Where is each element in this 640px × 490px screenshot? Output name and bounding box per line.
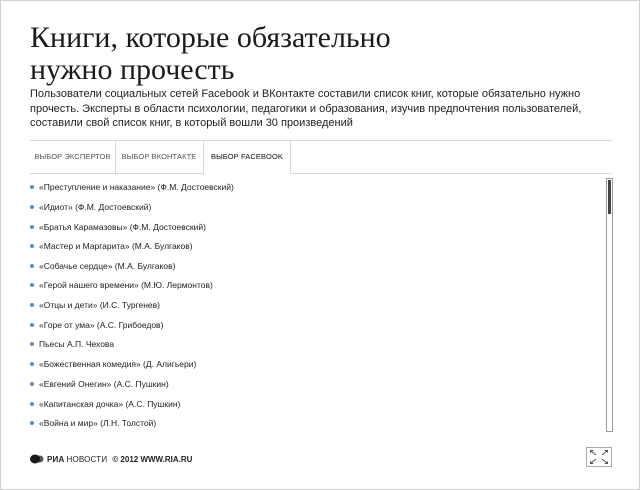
book-list (30, 178, 615, 440)
list-item (30, 317, 163, 333)
title-line-1: Книги, которые обязательно (30, 21, 391, 54)
tab-facebook[interactable]: ВЫБОР FACEBOOK (203, 141, 291, 174)
page-title (30, 22, 590, 86)
bullet-dot-icon (30, 402, 34, 406)
scrollbar-thumb[interactable] (608, 180, 611, 214)
list-item (30, 376, 169, 392)
book-title: «Горе от ума» (А.С. Грибоедов) (39, 320, 164, 330)
list-item (30, 415, 156, 431)
tab-experts[interactable]: ВЫБОР ЭКСПЕРТОВ (30, 141, 116, 173)
list-item (30, 238, 193, 254)
expand-arrows-icon (587, 448, 611, 466)
bullet-dot-icon (30, 421, 34, 425)
list-item (30, 179, 234, 195)
list-item (30, 199, 151, 215)
book-title: «Герой нашего времени» (М.Ю. Лермонтов) (39, 280, 213, 290)
book-title: «Братья Карамазовы» (Ф.М. Достоевский) (39, 222, 206, 232)
bullet-dot-icon (30, 185, 34, 189)
bullet-dot-icon (30, 303, 34, 307)
book-title: Пьесы А.П. Чехова (39, 339, 115, 349)
list-item (30, 336, 114, 352)
list-item (30, 297, 160, 313)
book-title: «Божественная комедия» (Д. Алигьери) (39, 359, 197, 369)
bullet-dot-icon (30, 225, 34, 229)
bullet-dot-icon (30, 362, 34, 366)
book-title: «Капитанская дочка» (А.С. Пушкин) (39, 399, 181, 409)
bullet-dot-icon (30, 264, 34, 268)
ria-logo-icon (30, 454, 44, 464)
book-title: «Война и мир» (Л.Н. Толстой) (39, 418, 157, 428)
book-title: «Идиот» (Ф.М. Достоевский) (39, 202, 152, 212)
bullet-dot-icon (30, 244, 34, 248)
list-item (30, 356, 196, 372)
bullet-dot-icon (30, 342, 34, 346)
footer-logo (30, 452, 192, 466)
list-item (30, 258, 175, 274)
bullet-dot-icon (30, 205, 34, 209)
title-line-2: нужно прочесть (30, 53, 235, 86)
bullet-dot-icon (30, 323, 34, 327)
page-subtitle: Пользователи социальных сетей Facebook и ВКонтакте составили список книг, которые обязательно нужно прочесть. Эксперты в области психологии, педагогики и образования, изучив предпочтения пользователей, составили свой список книг, в который вошли 30 произведений (30, 88, 582, 129)
book-title: «Отцы и дети» (И.С. Тургенев) (39, 300, 160, 310)
list-item (30, 219, 206, 235)
copyright-text: © 2012 WWW.RIA.RU (112, 454, 193, 464)
expand-button[interactable] (586, 447, 612, 467)
bullet-dot-icon (30, 283, 34, 287)
book-title: «Евгений Онегин» (А.С. Пушкин) (39, 379, 169, 389)
book-title: «Преступление и наказание» (Ф.М. Достоевский) (39, 182, 234, 192)
bullet-dot-icon (30, 382, 34, 386)
tab-bar (30, 140, 612, 174)
tab-vkontakte[interactable]: ВЫБОР ВКОНТАКТЕ (121, 152, 197, 161)
list-scrollbar[interactable] (606, 178, 613, 432)
book-title: «Собачье сердце» (М.А. Булгаков) (39, 261, 176, 271)
logo-novosti-text: НОВОСТИ (66, 454, 108, 464)
list-item (30, 277, 213, 293)
logo-ria-text: РИА (47, 454, 65, 464)
list-item (30, 396, 180, 412)
book-title: «Мастер и Маргарита» (М.А. Булгаков) (39, 241, 193, 251)
